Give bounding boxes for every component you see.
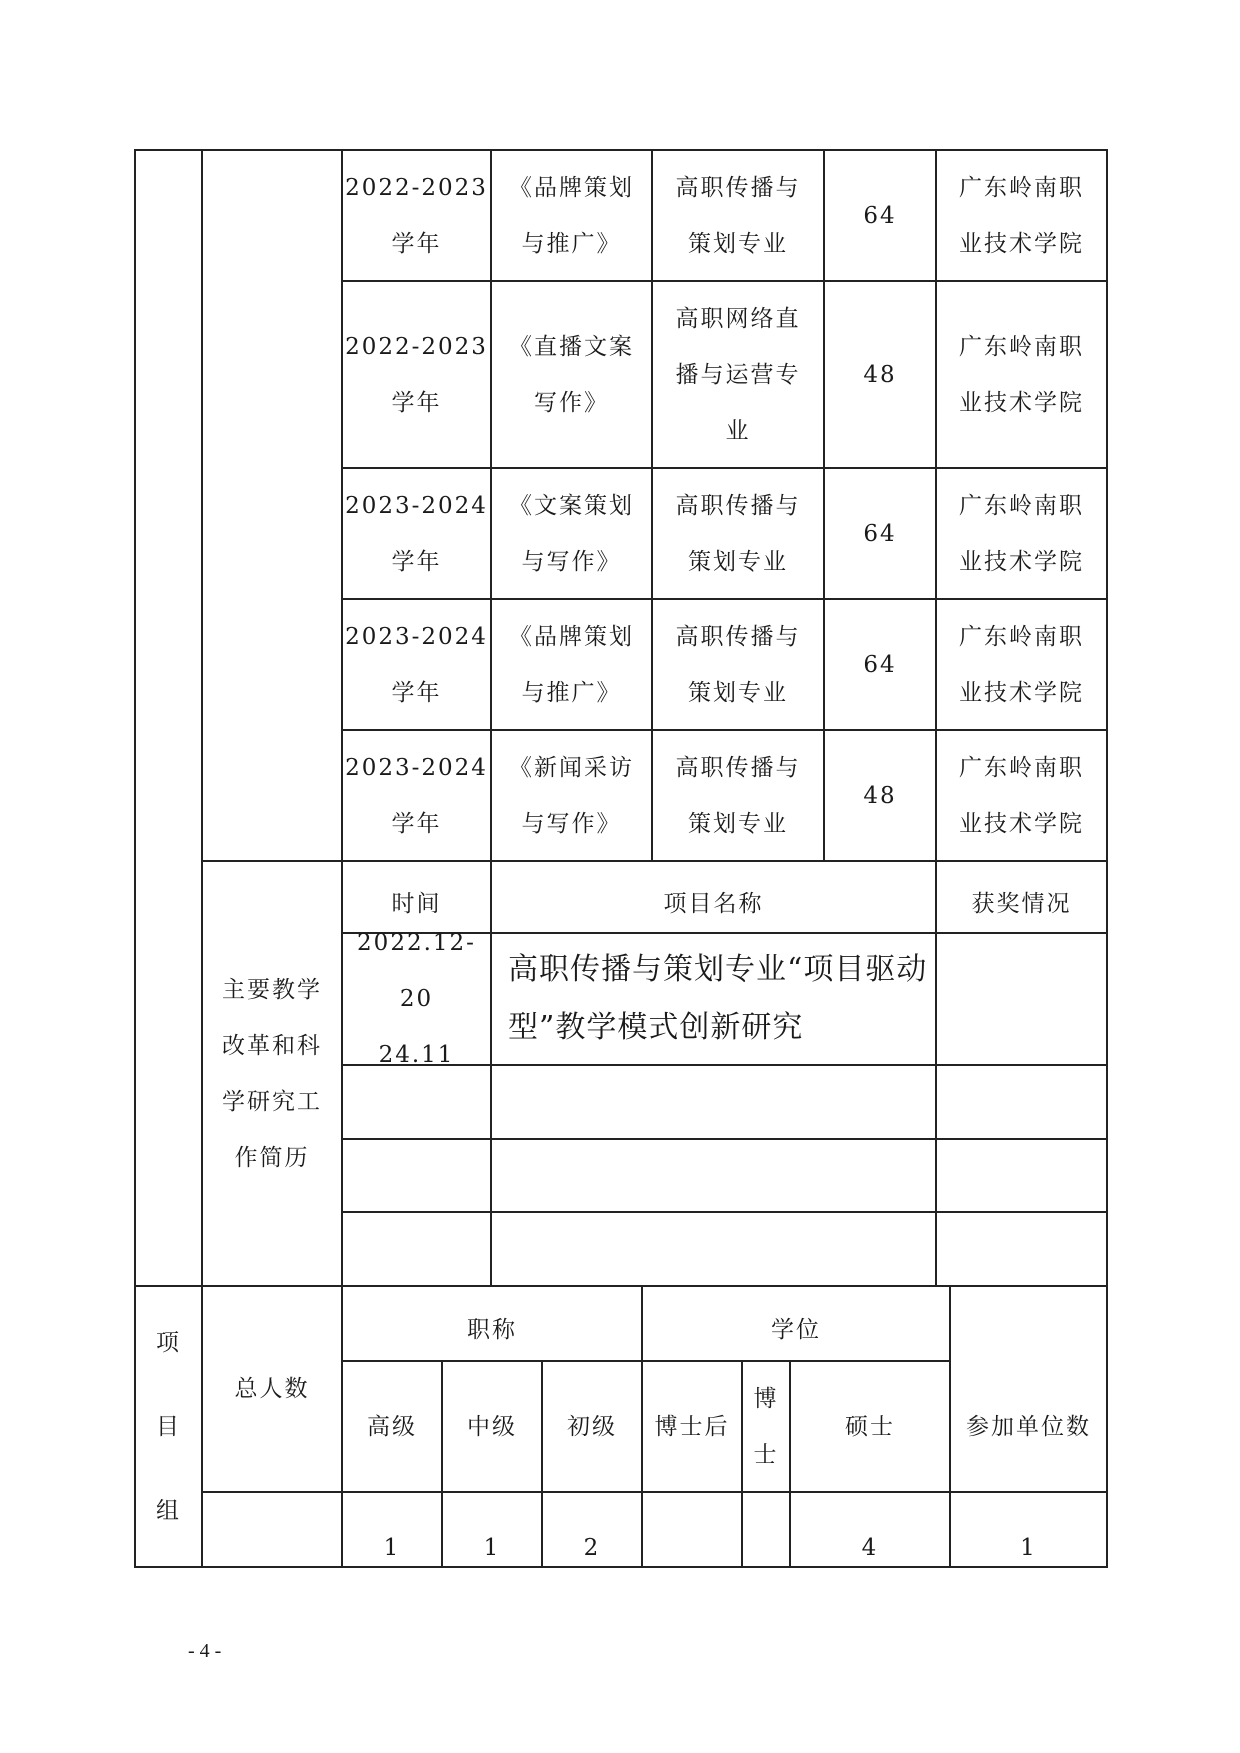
course-school: 广东岭南职 业技术学院 [959,333,1084,416]
course-major: 高职网络直 播与运营专 业 [675,305,801,444]
team-header-senior: 高级 [367,1413,417,1440]
course-hours: 48 [863,782,897,809]
course-major: 高职传播与 策划专业 [675,492,801,575]
course-year: 2023-2024 学年 [345,492,488,575]
course-major: 高职传播与 策划专业 [675,623,801,706]
team-header-units: 参加单位数 [966,1414,1091,1440]
team-total-value [203,1493,341,1566]
research-header-name: 项目名称 [663,891,764,917]
team-units-value: 1 [1020,1535,1037,1561]
research-project-name: 高职传播与策划专业“项目驱动 型”教学模式创新研究 [508,952,928,1045]
course-hours: 64 [863,202,897,229]
course-year: 2022-2023 学年 [345,333,488,416]
team-junior-value: 2 [583,1535,601,1561]
course-school: 广东岭南职 业技术学院 [959,754,1084,837]
course-school: 广东岭南职 业技术学院 [959,174,1084,257]
course-year: 2023-2024 学年 [345,754,488,837]
team-master-value: 4 [861,1535,879,1561]
course-name: 《文案策划 与写作》 [509,492,634,575]
research-award [937,934,1106,1064]
team-total-label: 总人数 [234,1376,310,1402]
team-label: 项 目 组 [156,1329,181,1524]
team-title-group: 职称 [467,1317,517,1343]
course-name: 《新闻采访 与写作》 [509,754,634,837]
team-header-master: 硕士 [845,1413,895,1440]
course-year: 2022-2023 学年 [345,174,488,257]
team-header-postdoc: 博士后 [654,1413,730,1440]
course-school: 广东岭南职 业技术学院 [959,492,1084,575]
team-header-phd: 博 士 [753,1385,779,1468]
course-major: 高职传播与 策划专业 [675,174,801,257]
course-hours: 64 [863,651,897,678]
course-school: 广东岭南职 业技术学院 [959,623,1084,706]
research-time: 2022.12-20 24.11 [357,930,476,1068]
team-header-junior: 初级 [567,1413,617,1440]
course-hours: 48 [863,361,897,388]
team-postdoc-value [643,1493,741,1566]
course-major: 高职传播与 策划专业 [675,754,801,837]
team-header-mid: 中级 [467,1413,517,1440]
course-year: 2023-2024 学年 [345,623,488,706]
team-mid-value: 1 [483,1535,501,1561]
research-header-time: 时间 [391,891,442,917]
course-name: 《品牌策划 与推广》 [509,623,634,706]
page-number: - 4 - [188,1640,222,1662]
course-name: 《直播文案 写作》 [509,333,634,416]
research-section-label: 主要教学 改革和科 学研究工 作简历 [222,976,322,1171]
team-phd-value [743,1493,789,1566]
research-header-award: 获奖情况 [971,891,1072,917]
team-senior-value: 1 [383,1535,401,1561]
team-degree-group: 学位 [771,1317,821,1343]
course-name: 《品牌策划 与推广》 [509,174,634,257]
course-hours: 64 [863,520,897,547]
